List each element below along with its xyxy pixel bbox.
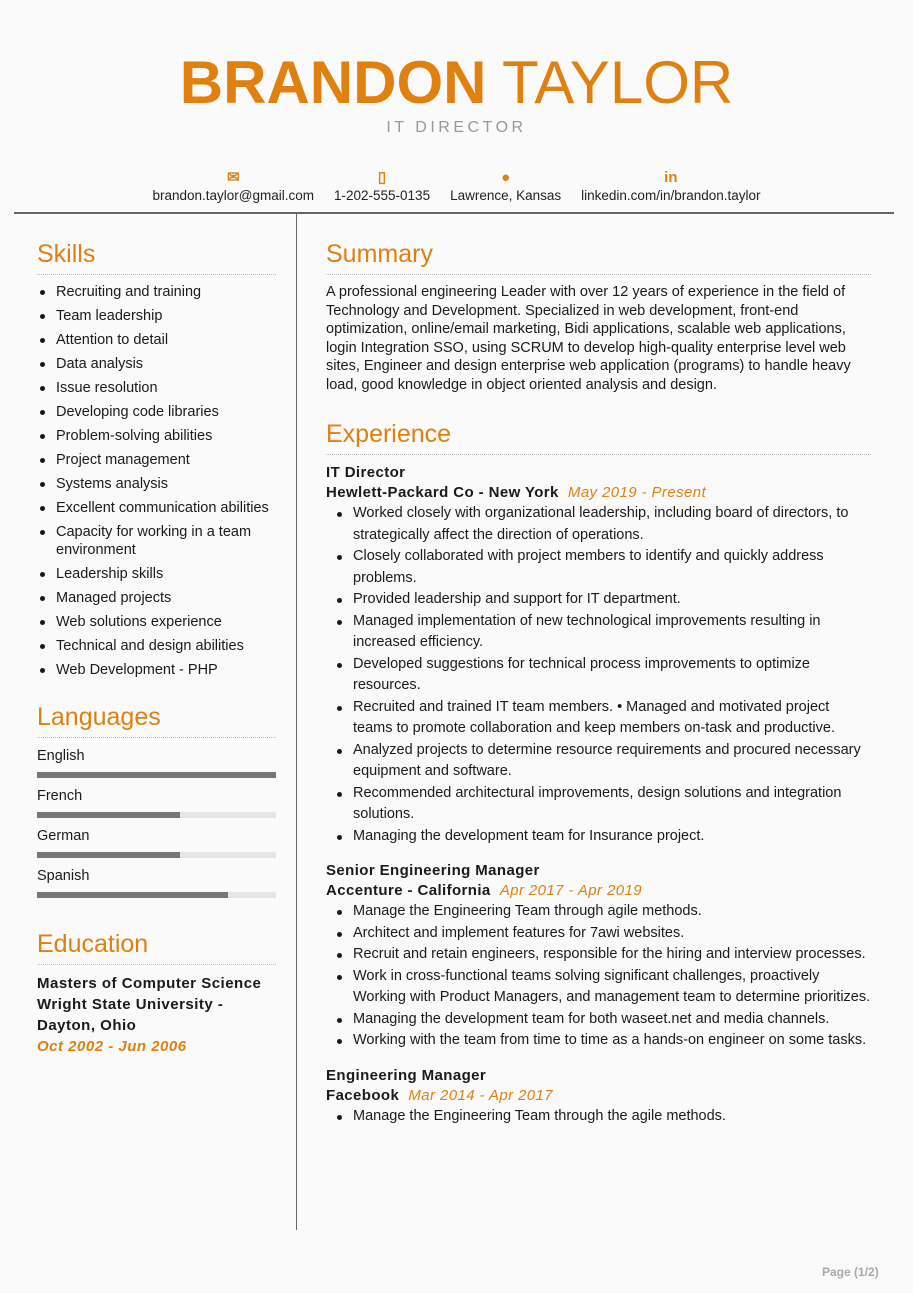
- job-bullet: Manage the Engineering Team through agile methods.: [326, 901, 871, 923]
- skills-list: [37, 283, 276, 679]
- contact-location: ● Lawrence, Kansas: [450, 169, 562, 203]
- job-position: IT Director: [326, 464, 406, 481]
- envelope-icon: ✉: [226, 169, 240, 186]
- experience-heading: Experience: [326, 418, 871, 455]
- job-bullet: Managing the development team for Insurance project.: [326, 826, 871, 848]
- language-name: Spanish: [37, 868, 90, 884]
- job-bullet: Developed suggestions for technical process improvements to optimize resources.: [326, 654, 871, 697]
- linkedin-icon: in: [664, 169, 678, 186]
- job-entry: [326, 1066, 871, 1128]
- language-name: English: [37, 748, 85, 764]
- job-bullets: [326, 901, 871, 1052]
- job-bullet: Analyzed projects to determine resource requirements and procured necessary equipment and software.: [326, 740, 871, 783]
- skill-item: Excellent communication abilities: [37, 499, 276, 517]
- skill-item: Technical and design abilities: [37, 637, 276, 655]
- language-item: [37, 866, 276, 898]
- skill-item: Issue resolution: [37, 379, 276, 397]
- left-column: [37, 238, 276, 1057]
- education-entry: [37, 973, 276, 1057]
- contact-linkedin[interactable]: in linkedin.com/in/brandon.taylor: [581, 169, 761, 203]
- job-bullets: [326, 1106, 871, 1128]
- job-position: Engineering Manager: [326, 1066, 487, 1084]
- header-divider: [14, 212, 894, 214]
- skill-item: Problem-solving abilities: [37, 427, 276, 445]
- school: Wright State University - Dayton, Ohio: [37, 996, 224, 1034]
- candidate-name: BRANDON TAYLOR: [179, 49, 734, 116]
- job-dates: Mar 2014 - Apr 2017: [408, 1086, 553, 1104]
- job-dates: Apr 2017 - Apr 2019: [499, 882, 642, 899]
- job-company: Accenture - California: [326, 882, 491, 899]
- job-company: Facebook: [326, 1086, 400, 1104]
- skill-item: Data analysis: [37, 355, 276, 373]
- language-level-fill: [37, 772, 276, 778]
- education-heading: Education: [37, 928, 276, 965]
- contact-email[interactable]: ✉ brandon.taylor@gmail.com: [152, 169, 314, 203]
- contact-phone[interactable]: ▯ 1-202-555-0135: [334, 169, 431, 203]
- language-item: [37, 746, 276, 778]
- job-bullet: Provided leadership and support for IT department.: [326, 589, 871, 611]
- phone-icon: ▯: [377, 169, 387, 186]
- skill-item: Capacity for working in a team environment: [37, 523, 276, 559]
- job-entry: [326, 463, 871, 847]
- language-item: [37, 826, 276, 858]
- job-bullet: Working with the team from time to time as a hands-on engineer on some tasks.: [326, 1030, 871, 1052]
- skill-item: Web Development - PHP: [37, 661, 276, 679]
- job-dates: May 2019 - Present: [567, 484, 707, 501]
- job-bullet: Recruit and retain engineers, responsible for the hiring and interview processes.: [326, 944, 871, 966]
- education-dates: Oct 2002 - Jun 2006: [37, 1038, 187, 1055]
- skill-item: Web solutions experience: [37, 613, 276, 631]
- language-name: French: [37, 788, 83, 804]
- job-company: Hewlett-Packard Co - New York: [326, 484, 559, 501]
- language-level-fill: [37, 892, 228, 898]
- language-level-bar: [37, 852, 276, 858]
- job-bullet: Managed implementation of new technological improvements resulting in increased efficiency.: [326, 611, 871, 654]
- job-bullets: [326, 503, 871, 847]
- job-bullet: Architect and implement features for 7awi websites.: [326, 923, 871, 945]
- language-level-bar: [37, 772, 276, 778]
- right-column: [326, 238, 871, 1141]
- skill-item: Project management: [37, 451, 276, 469]
- skill-item: Recruiting and training: [37, 283, 276, 301]
- language-level-bar: [37, 892, 276, 898]
- job-title: IT DIRECTOR: [386, 119, 527, 136]
- skills-heading: Skills: [37, 238, 276, 275]
- column-divider: [296, 213, 297, 1230]
- summary-text: A professional engineering Leader with over 12 years of experience in the field of Technology and Development. Specialized in web development, front-end optimization, online/email marketing, Bidi applications, scalable web applications, login Integration SSO, using SCRUM to develop high-quality enterprise level web sites, Engineer and design enterprise web application (programs) to handle heavy load, good knowledge in object oriented analysis and design.: [326, 284, 851, 393]
- page-number: Page (1/2): [822, 1265, 879, 1279]
- job-bullet: Recruited and trained IT team members. • Managed and motivated project teams to promote collaboration and keep members on-task and productive.: [326, 697, 871, 740]
- languages-heading: Languages: [37, 701, 276, 738]
- job-bullet: Work in cross-functional teams solving significant challenges, proactively Working with Product Managers, and management team to determine prioritizes.: [326, 966, 871, 1009]
- job-bullet: Closely collaborated with project members to identify and quickly address problems.: [326, 546, 871, 589]
- language-name: German: [37, 828, 90, 844]
- language-level-fill: [37, 852, 180, 858]
- job-bullet: Worked closely with organizational leadership, including board of directors, to strategically affect the direction of operations.: [326, 503, 871, 546]
- experience-list: [326, 463, 871, 1127]
- summary-heading: Summary: [326, 238, 871, 275]
- job-entry: [326, 861, 871, 1052]
- skill-item: Attention to detail: [37, 331, 276, 349]
- job-bullet: Recommended architectural improvements, design solutions and integration solutions.: [326, 783, 871, 826]
- skill-item: Leadership skills: [37, 565, 276, 583]
- contact-bar: [0, 168, 913, 203]
- skill-item: Team leadership: [37, 307, 276, 325]
- languages-list: [37, 746, 276, 898]
- language-level-bar: [37, 812, 276, 818]
- language-item: [37, 786, 276, 818]
- language-level-fill: [37, 812, 180, 818]
- job-position: Senior Engineering Manager: [326, 862, 540, 879]
- job-bullet: Manage the Engineering Team through the agile methods.: [326, 1106, 871, 1128]
- skill-item: Managed projects: [37, 589, 276, 607]
- skill-item: Systems analysis: [37, 475, 276, 493]
- job-bullet: Managing the development team for both waseet.net and media channels.: [326, 1009, 871, 1031]
- skill-item: Developing code libraries: [37, 403, 276, 421]
- map-pin-icon: ●: [501, 169, 511, 186]
- degree: Masters of Computer Science: [37, 975, 262, 992]
